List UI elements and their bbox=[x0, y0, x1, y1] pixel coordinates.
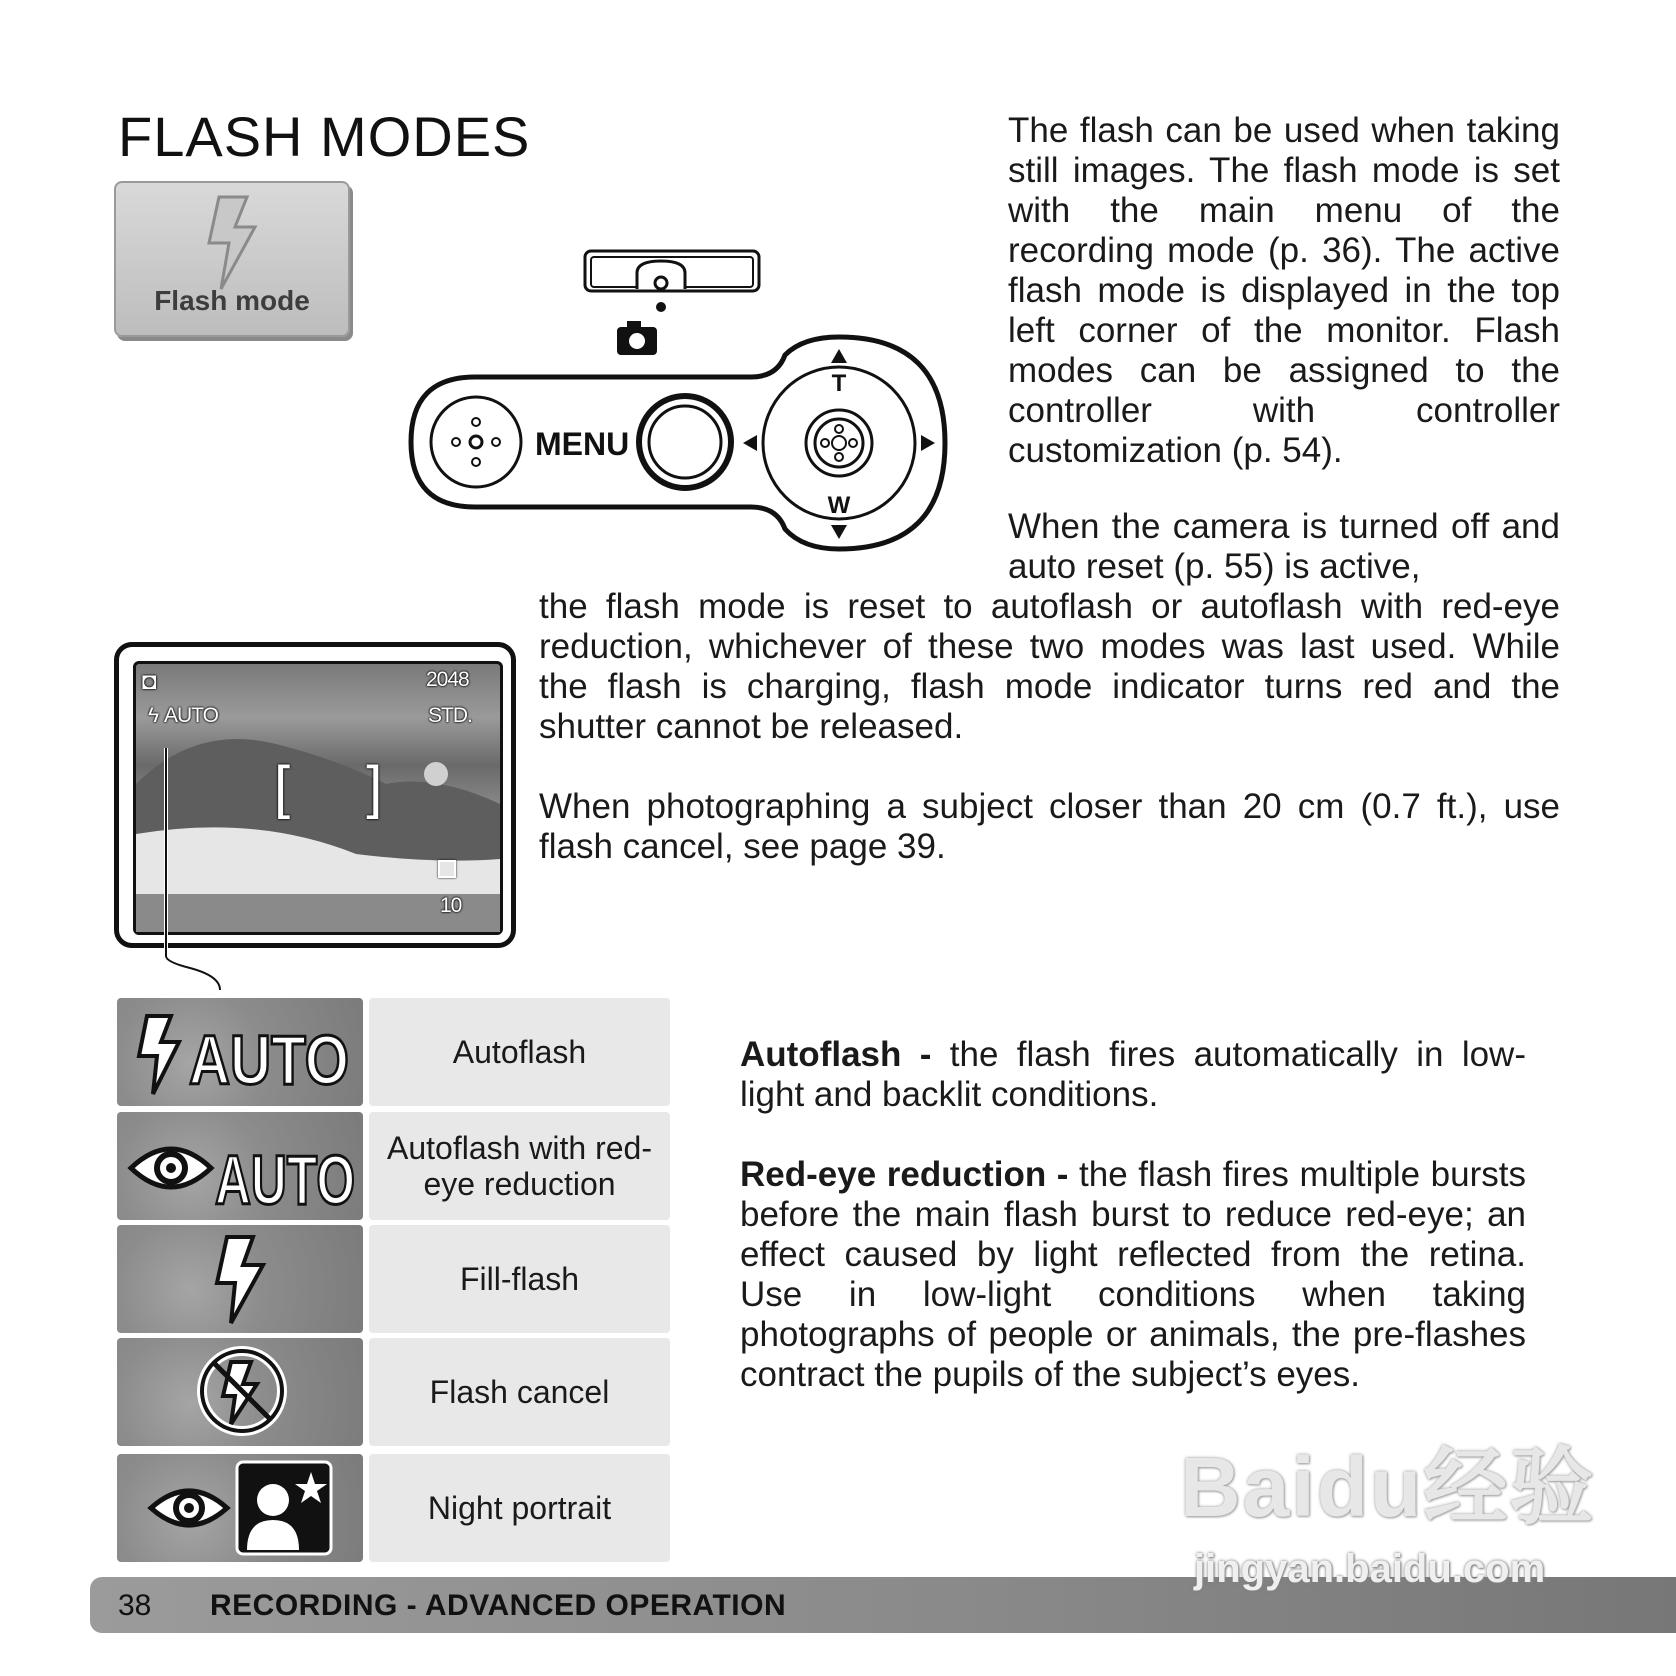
svg-text:AUTO: AUTO bbox=[215, 1141, 355, 1219]
watermark-logo: Baidu经验 bbox=[1180, 1440, 1596, 1534]
flash-mode-row-redeye bbox=[117, 1112, 670, 1220]
drive-mode-icon bbox=[438, 860, 456, 878]
mode-switch bbox=[585, 251, 759, 312]
four-way-pad[interactable] bbox=[431, 397, 521, 487]
camera-controls-diagram bbox=[405, 245, 950, 560]
menu-label: MENU bbox=[535, 426, 630, 462]
focus-frame: [ ] bbox=[274, 755, 413, 820]
red-eye-autoflash-icon bbox=[117, 1112, 363, 1220]
quality-readout: STD. bbox=[428, 704, 472, 727]
row-label: Flash cancel bbox=[369, 1338, 670, 1446]
flash-icon bbox=[201, 193, 263, 293]
watermark-url: jingyan.baidu.com bbox=[1194, 1547, 1546, 1591]
wide-label: W bbox=[827, 492, 851, 519]
flash-mode-row-fill bbox=[117, 1225, 670, 1333]
flash-mode-row-night bbox=[117, 1454, 670, 1562]
intro-paragraph: The flash can be used when taking still images. The flash mode is set with the main menu of the recording mode (p. 36). The active flash mode is displayed in the top left corner of the monitor. Flash modes can be assigned to the controller with controller customization (p. 54). bbox=[1008, 111, 1560, 470]
camera-mode-icon: ◘ bbox=[142, 668, 156, 695]
tele-label: T bbox=[831, 370, 847, 397]
row-label: Autoflash with red-eye reduction bbox=[369, 1112, 670, 1220]
row-label: Night portrait bbox=[369, 1454, 670, 1562]
night-portrait-icon bbox=[117, 1454, 363, 1562]
row-label: Autoflash bbox=[369, 998, 670, 1106]
autoflash-icon bbox=[117, 998, 363, 1106]
flash-mode-menu-badge bbox=[114, 181, 350, 337]
redeye-description bbox=[740, 1155, 1526, 1395]
page-title: FLASH MODES bbox=[118, 105, 531, 168]
flash-indicator-text: AUTO bbox=[164, 704, 218, 727]
camera-mode-icon bbox=[617, 321, 657, 355]
row-label: Fill-flash bbox=[369, 1225, 670, 1333]
auto-reset-paragraph-end: the flash mode is reset to autoflash or autoflash with red-eye reduction, whichever of these two modes was last used. While the flash is charging, flash mode indicator turns red and the shutter cannot be released. bbox=[539, 587, 1560, 746]
flash-indicator-icon: ϟ bbox=[148, 704, 159, 727]
autoflash-description bbox=[740, 1035, 1526, 1115]
flash-cancel-icon bbox=[117, 1338, 363, 1446]
callout-line bbox=[150, 740, 230, 990]
frame-counter: 10 bbox=[440, 894, 462, 917]
fill-flash-icon bbox=[117, 1225, 363, 1333]
menu-button[interactable] bbox=[639, 396, 731, 488]
svg-text:AUTO: AUTO bbox=[189, 1021, 349, 1099]
flash-mode-row-autoflash bbox=[117, 998, 670, 1106]
auto-reset-paragraph-start: When the camera is turned off and auto reset (p. 55) is active, bbox=[1008, 507, 1560, 586]
badge-label: Flash mode bbox=[154, 285, 310, 316]
redeye-term: Red-eye reduction - bbox=[740, 1155, 1069, 1194]
image-size-readout: 2048 bbox=[426, 668, 469, 691]
redeye-text: the flash fires multiple bursts before the main flash burst to reduce red-eye; an effect caused by light reflected from the retina. Use in low-light conditions when taking photographs of people or animals, the pre-flashes contract the pupils of the subject’s eyes. bbox=[740, 1155, 1526, 1394]
flash-mode-row-cancel bbox=[117, 1338, 670, 1446]
autoflash-term: Autoflash - bbox=[740, 1035, 932, 1074]
section-title: RECORDING - ADVANCED OPERATION bbox=[210, 1589, 787, 1622]
autoflash-text: the flash fires automatically in low-light and backlit conditions. bbox=[740, 1035, 1526, 1114]
close-subject-paragraph: When photographing a subject closer than 20 cm (0.7 ft.), use flash cancel, see page 39. bbox=[539, 787, 1560, 866]
page-number: 38 bbox=[118, 1589, 152, 1622]
